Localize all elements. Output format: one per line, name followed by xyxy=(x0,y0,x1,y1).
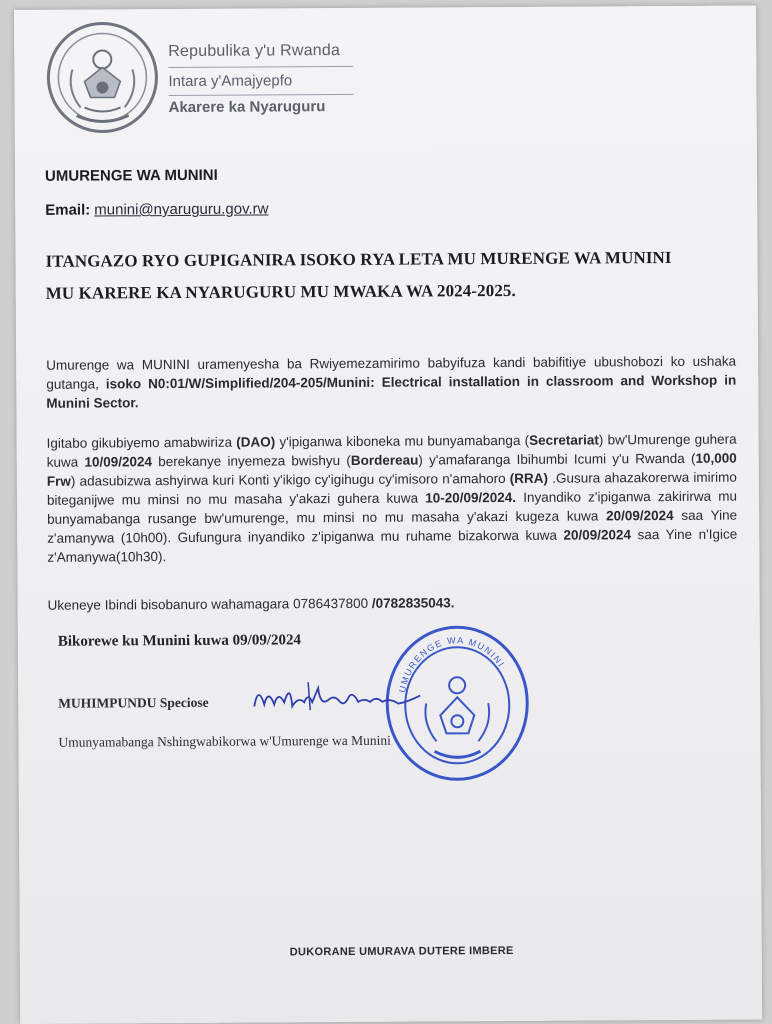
date-run: 10/09/2024 xyxy=(84,454,153,470)
contact-paragraph xyxy=(48,592,738,615)
title-line-2: MU KARERE KA NYARUGURU MU MWAKA WA 2024-2025. xyxy=(45,280,516,303)
sender-email-line xyxy=(45,200,268,218)
tender-announcement-paragraph xyxy=(46,352,736,413)
date-run: 20/09/2024 xyxy=(606,507,674,524)
text-run: ) y'amafaranga Ibihumbi Icumi y'u Rwanda ( xyxy=(418,450,696,468)
bold-run: Secretariat xyxy=(529,432,599,448)
signer-name: MUHIMPUNDU Speciose xyxy=(58,694,209,711)
text-run: .Gusura ahazakorerwa imirimo biteganijwe mu minsi no mu masaha y'akazi guhera kuwa xyxy=(46,469,737,508)
done-at-line: Bikorewe ku Munini kuwa 09/09/2024 xyxy=(57,632,302,650)
date-run: 10-20/09/2024. xyxy=(425,489,517,506)
letterhead-divider xyxy=(168,66,353,68)
text-run: ) bw'Umurenge guhera kuwa xyxy=(46,431,737,470)
email-link[interactable]: munini@nyaruguru.gov.rw xyxy=(94,200,269,219)
text-run: saa Yine n'Igice z'Amanywa(10h30). xyxy=(47,526,738,565)
document-title xyxy=(45,242,735,310)
text-run: Ukeneye Ibindi bisobanuro wahamagara 0786437800 xyxy=(47,595,372,613)
tender-details-paragraph xyxy=(47,430,738,567)
text-run: y'ipiganwa kiboneka mu bunyamabanga ( xyxy=(275,432,530,450)
letterhead-country: Repubulika y'u Rwanda xyxy=(168,42,341,61)
phone-run: /0782835043. xyxy=(371,595,455,611)
signer-role: Umunyamabanga Nshingwabikorwa w'Umurenge wa Munini xyxy=(58,732,391,750)
stamp-text: UMURENGE WA MUNINI xyxy=(397,635,507,694)
text-run: Inyandiko z'ipiganwa zakirirwa mu bunyamabanga rusange bw'umurenge, mu minsi no mu masaha y'akazi kugeza kuwa xyxy=(47,488,738,527)
sender-sector: UMURENGE WA MUNINI xyxy=(44,166,218,185)
bold-run: Bordereau xyxy=(350,452,419,468)
text-run: Umurenge wa MUNINI uramenyesha ba Rwiyemezamirimo babyifuza kandi babifitiye ubushobozi ko ushaka gutanga, xyxy=(46,353,737,392)
title-line-1: ITANGAZO RYO GUPIGANIRA ISOKO RYA LETA MU MURENGE WA MUNINI xyxy=(45,247,672,271)
text-run: ) adasubizwa ashyirwa kuri Konti y'ikigo cy'igihugu cy'imisoro n'amahoro xyxy=(70,470,510,489)
document-page xyxy=(14,5,762,1024)
text-run: berekanye inyemeza bwishyu ( xyxy=(151,452,351,470)
footer-motto: DUKORANE UMURAVA DUTERE IMBERE xyxy=(289,944,514,959)
bold-run: (RRA) xyxy=(509,470,549,486)
text-run: Igitabo gikubiyemo amabwiriza xyxy=(46,434,237,451)
email-label: Email: xyxy=(45,201,91,219)
letterhead-province: Intara y'Amajyepfo xyxy=(168,72,293,91)
letterhead-divider xyxy=(169,94,354,96)
date-run: 20/09/2024 xyxy=(563,527,632,543)
handwritten-signature-icon xyxy=(248,675,448,720)
text-run: saa Yine z'amanywa (10h00). Gufungura inyandiko z'ipiganwa mu ruhame bizakorwa kuwa xyxy=(47,507,738,546)
tender-reference: isoko N0:01/W/Simplified/204-205/Munini: Electrical installation in classroom and Workshop in Munini Sector. xyxy=(46,372,737,411)
letterhead-district: Akarere ka Nyaruguru xyxy=(168,98,326,117)
rwanda-coat-of-arms-icon xyxy=(44,19,161,136)
bold-run: (DAO) xyxy=(236,434,276,450)
fee-run: 10,000 Frw xyxy=(46,450,737,489)
